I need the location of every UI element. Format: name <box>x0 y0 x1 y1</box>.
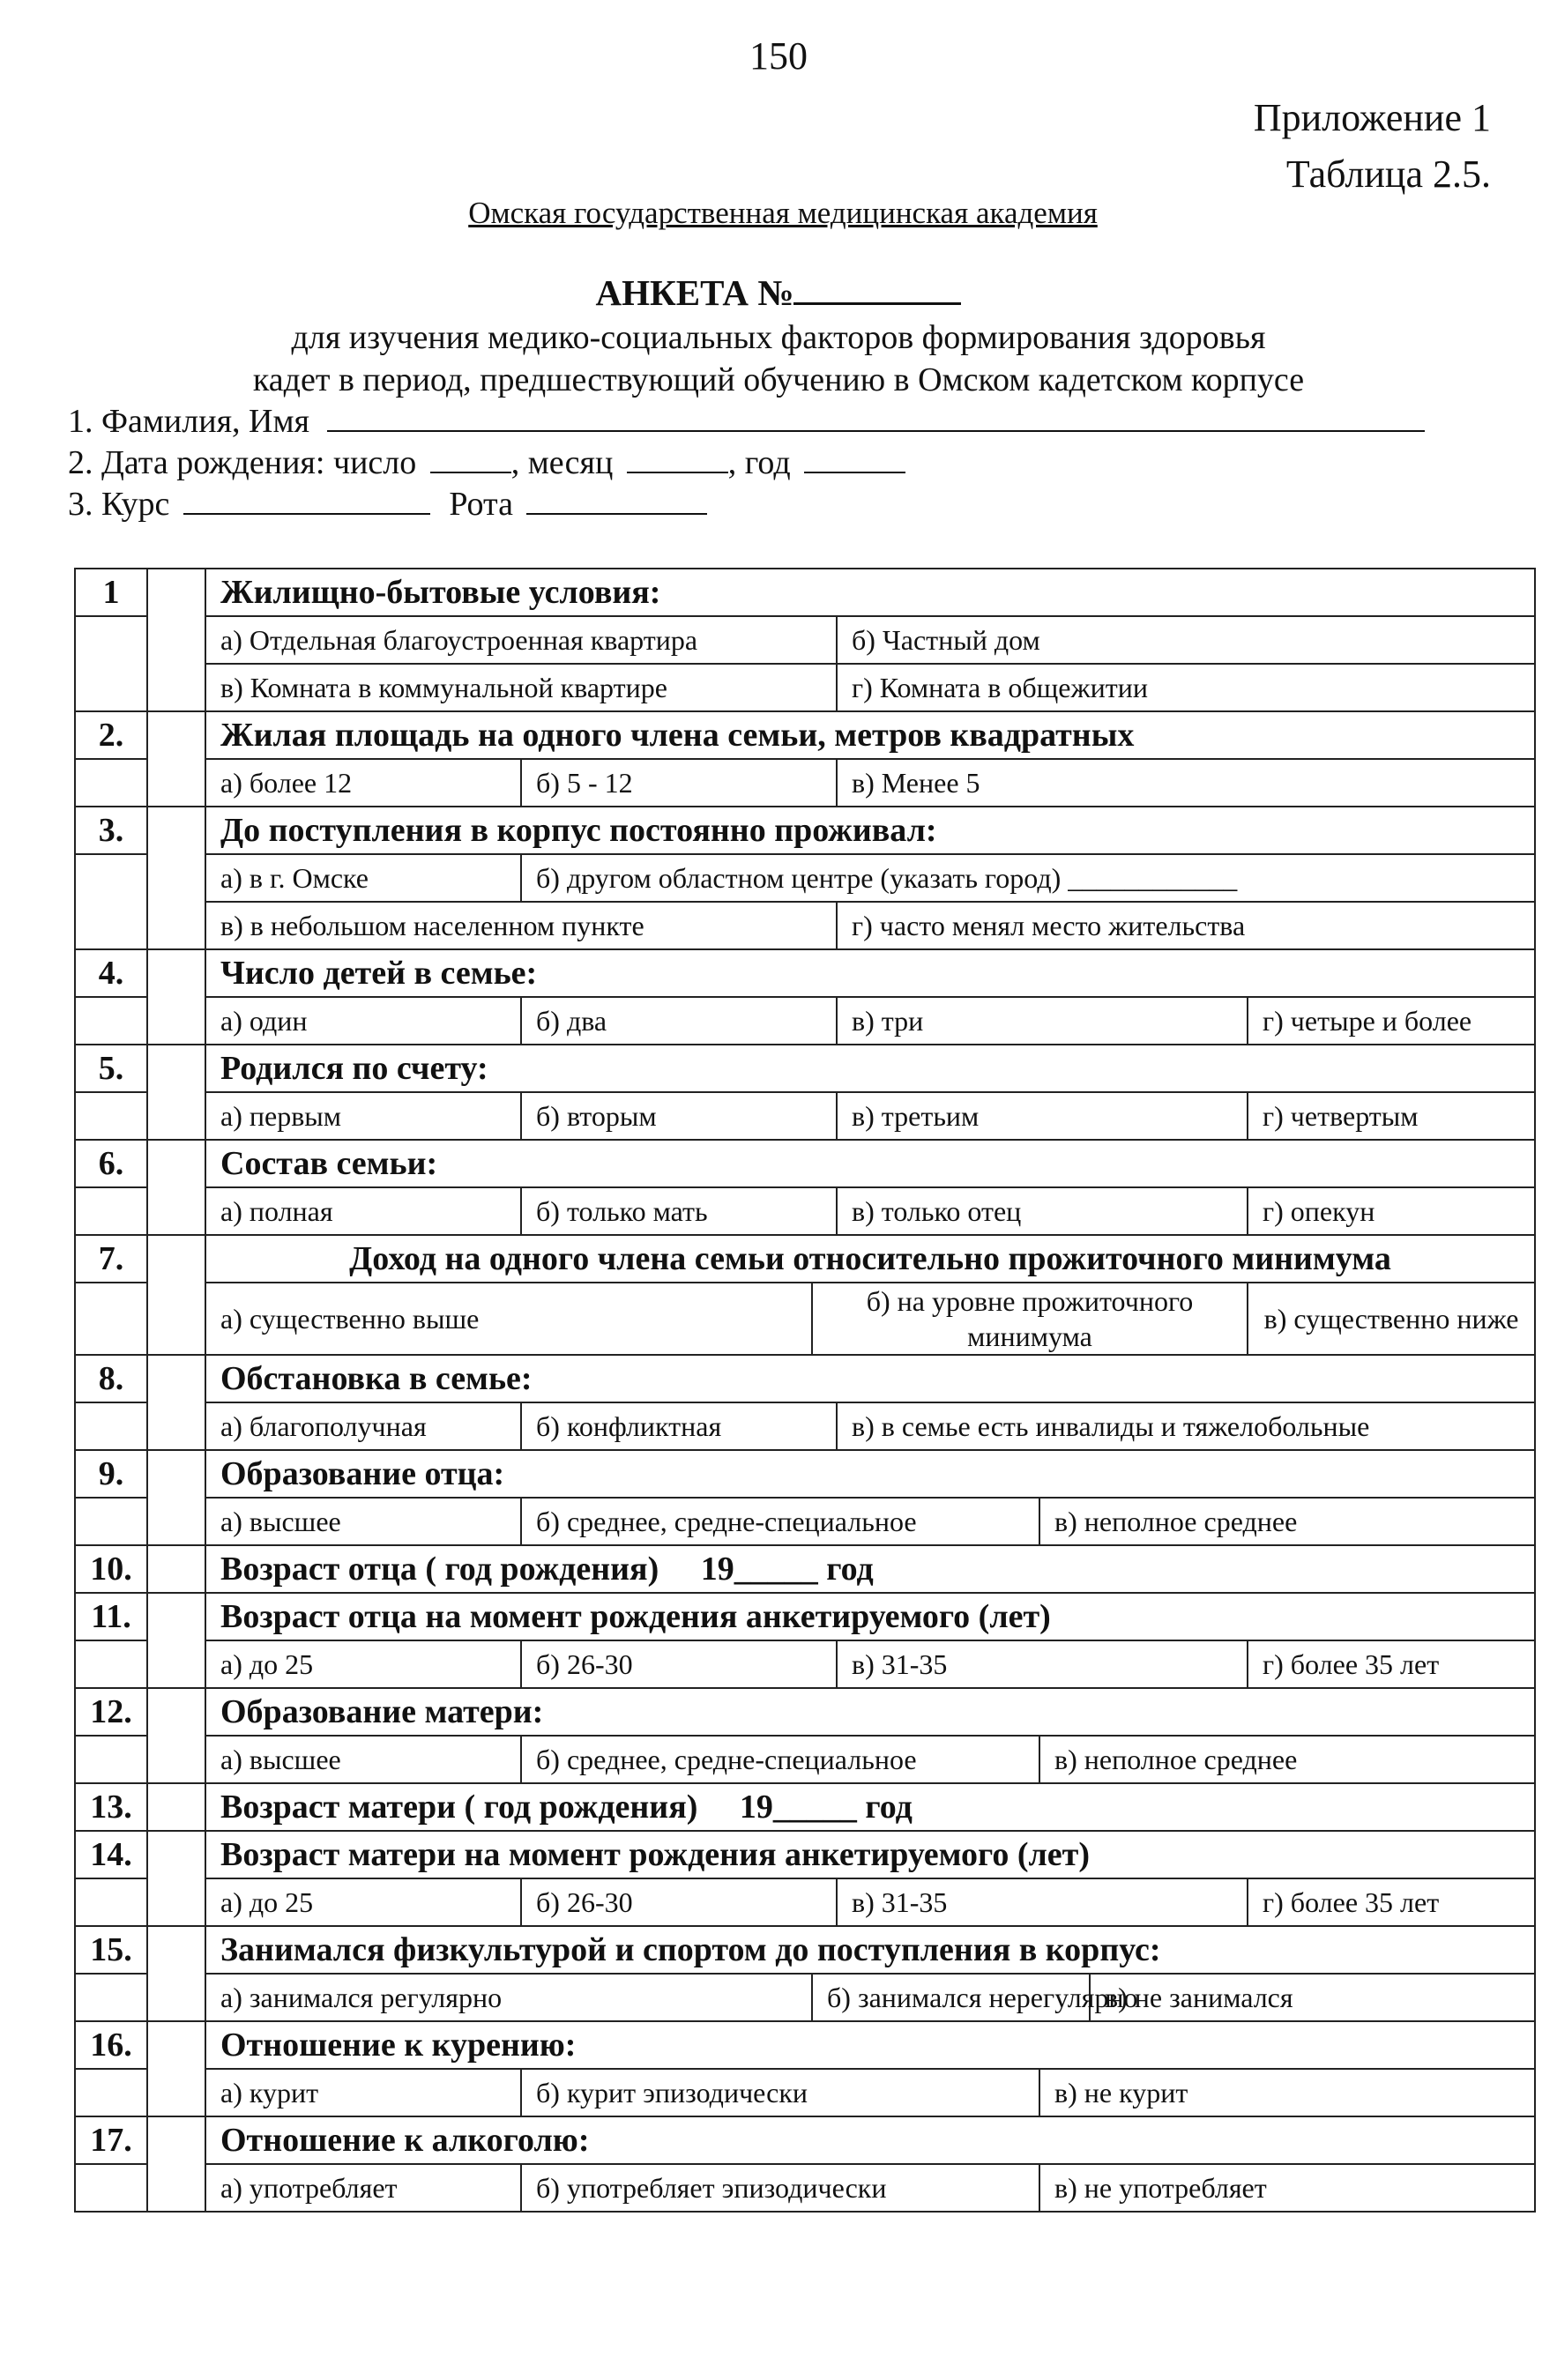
answer-option[interactable]: г) более 35 лет <box>1248 1878 1535 1926</box>
question-row <box>75 1045 1535 1092</box>
answer-option[interactable]: а) употребляет <box>205 2164 521 2212</box>
company-label: Рота <box>449 486 513 523</box>
question-row <box>75 807 1535 854</box>
answer-row <box>75 759 1535 807</box>
question-row <box>75 2116 1535 2164</box>
question-row <box>75 1831 1535 1878</box>
subtitle-line-1: для изучения медико-социальных факторов формирования здоровья <box>291 319 1266 356</box>
appendix-label: Приложение 1 <box>1253 96 1491 139</box>
question-title: Возраст матери на момент рождения анкетируемого (лет) <box>205 1831 1535 1878</box>
year-input-line[interactable] <box>804 445 905 473</box>
answer-row <box>75 1974 1535 2021</box>
answer-row <box>75 1878 1535 1926</box>
question-title: Число детей в семье: <box>205 949 1535 997</box>
question-number: 2. <box>75 711 147 759</box>
question-number: 15. <box>75 1926 147 1974</box>
answer-option[interactable]: а) курит <box>205 2069 521 2116</box>
answer-option[interactable]: г) четвертым <box>1248 1092 1535 1140</box>
answer-option[interactable]: б) среднее, средне-специальное <box>521 1498 1039 1545</box>
question-title: Занимался физкультурой и спортом до поступления в корпус: <box>205 1926 1535 1974</box>
answer-option[interactable]: а) более 12 <box>205 759 521 807</box>
question-row <box>75 569 1535 616</box>
question-title: Жилищно-бытовые условия: <box>205 569 1535 616</box>
answer-option[interactable]: в) не занимался <box>1090 1974 1535 2021</box>
answer-option[interactable]: б) 26-30 <box>521 1878 837 1926</box>
answer-option[interactable]: в) в небольшом населенном пункте <box>205 902 837 949</box>
answer-option[interactable]: б) на уровне прожиточного минимума <box>812 1283 1248 1355</box>
question-title: До поступления в корпус постоянно проживал: <box>205 807 1535 854</box>
answer-option[interactable]: в) не употребляет <box>1039 2164 1535 2212</box>
question-number: 5. <box>75 1045 147 1092</box>
question-title: Доход на одного члена семьи относительно прожиточного минимума <box>205 1235 1535 1283</box>
question-number: 16. <box>75 2021 147 2069</box>
question-title: Отношение к алкоголю: <box>205 2116 1535 2164</box>
question-title: Родился по счету: <box>205 1045 1535 1092</box>
answer-row <box>75 1736 1535 1783</box>
question-number: 6. <box>75 1140 147 1187</box>
question-title: Образование отца: <box>205 1450 1535 1498</box>
answer-option[interactable]: а) в г. Омске <box>205 854 521 902</box>
day-input-line[interactable] <box>430 445 511 473</box>
course-input-line[interactable] <box>183 487 430 515</box>
question-number: 12. <box>75 1688 147 1736</box>
answer-option[interactable]: б) только мать <box>521 1187 837 1235</box>
question-title: Жилая площадь на одного члена семьи, метров квадратных <box>205 711 1535 759</box>
answer-option[interactable]: а) до 25 <box>205 1878 521 1926</box>
course-label: 3. Курс <box>68 486 170 523</box>
question-row <box>75 711 1535 759</box>
question-number: 9. <box>75 1450 147 1498</box>
question-title: Образование матери: <box>205 1688 1535 1736</box>
question-number: 8. <box>75 1355 147 1402</box>
question-number: 7. <box>75 1235 147 1283</box>
question-row <box>75 1926 1535 1974</box>
table-label: Таблица 2.5. <box>1285 152 1491 196</box>
answer-row <box>75 1092 1535 1140</box>
answer-row <box>75 2069 1535 2116</box>
answer-option[interactable]: в) 31-35 <box>837 1640 1248 1688</box>
answer-option[interactable]: а) занимался регулярно <box>205 1974 812 2021</box>
answer-option[interactable]: а) первым <box>205 1092 521 1140</box>
question-title: Состав семьи: <box>205 1140 1535 1187</box>
question-title: Возраст отца на момент рождения анкетируемого (лет) <box>205 1593 1535 1640</box>
answer-option[interactable]: в) Менее 5 <box>837 759 1535 807</box>
year-label: , год <box>727 444 791 481</box>
answer-row <box>75 902 1535 949</box>
answer-option[interactable]: б) вторым <box>521 1092 837 1140</box>
question-number: 14. <box>75 1831 147 1878</box>
answer-option[interactable]: в) неполное среднее <box>1039 1736 1535 1783</box>
question-row <box>75 1355 1535 1402</box>
answer-row <box>75 997 1535 1045</box>
question-row <box>75 1450 1535 1498</box>
question-row <box>75 1545 1535 1593</box>
month-label: , месяц <box>510 444 614 481</box>
institution-name: Омская государственная медицинская академия <box>468 196 1098 230</box>
answer-row <box>75 1187 1535 1235</box>
answer-option[interactable]: г) часто менял место жительства <box>837 902 1535 949</box>
question-row <box>75 2021 1535 2069</box>
answer-option[interactable]: г) Комната в общежитии <box>837 664 1535 711</box>
answer-option[interactable]: в) 31-35 <box>837 1878 1248 1926</box>
answer-row <box>75 854 1535 902</box>
answer-option[interactable]: б) занимался нерегулярно <box>812 1974 1090 2021</box>
question-title: Возраст отца ( год рождения) 19_____ год <box>205 1545 1535 1593</box>
answer-option[interactable]: в) в семье есть инвалиды и тяжелобольные <box>837 1402 1535 1450</box>
question-row <box>75 1688 1535 1736</box>
question-number: 11. <box>75 1593 147 1640</box>
questionnaire-title <box>0 271 1557 314</box>
answer-row <box>75 1402 1535 1450</box>
questionnaire-number-blank[interactable] <box>793 272 961 305</box>
question-title: Обстановка в семье: <box>205 1355 1535 1402</box>
answer-option[interactable]: а) до 25 <box>205 1640 521 1688</box>
question-row <box>75 1783 1535 1831</box>
answer-option[interactable]: в) только отец <box>837 1187 1248 1235</box>
question-number: 4. <box>75 949 147 997</box>
answer-option[interactable]: а) Отдельная благоустроенная квартира <box>205 616 837 664</box>
question-number: 17. <box>75 2116 147 2164</box>
answer-option[interactable]: б) 5 - 12 <box>521 759 837 807</box>
page-number: 150 <box>749 34 808 78</box>
month-input-line[interactable] <box>627 445 728 473</box>
question-number: 3. <box>75 807 147 854</box>
name-label: 1. Фамилия, Имя <box>68 403 310 440</box>
answer-option[interactable]: в) существенно ниже <box>1248 1283 1535 1355</box>
title-text: АНКЕТА № <box>595 272 794 313</box>
dob-label: 2. Дата рождения: число <box>68 444 417 481</box>
answer-row <box>75 616 1535 664</box>
answer-option[interactable]: б) употребляет эпизодически <box>521 2164 1039 2212</box>
answer-option[interactable]: а) высшее <box>205 1736 521 1783</box>
question-row <box>75 1235 1535 1283</box>
question-number: 10. <box>75 1545 147 1593</box>
answer-option[interactable]: б) 26-30 <box>521 1640 837 1688</box>
answer-option[interactable]: а) один <box>205 997 521 1045</box>
question-title: Возраст матери ( год рождения) 19_____ год <box>205 1783 1535 1831</box>
answer-option[interactable]: б) среднее, средне-специальное <box>521 1736 1039 1783</box>
answer-option[interactable]: а) полная <box>205 1187 521 1235</box>
answer-option[interactable]: в) три <box>837 997 1248 1045</box>
answer-row <box>75 664 1535 711</box>
answer-option[interactable]: в) не курит <box>1039 2069 1535 2116</box>
question-row <box>75 949 1535 997</box>
answer-option[interactable]: а) высшее <box>205 1498 521 1545</box>
answer-option[interactable]: г) более 35 лет <box>1248 1640 1535 1688</box>
answer-option[interactable]: а) существенно выше <box>205 1283 812 1355</box>
question-number: 1 <box>75 569 147 616</box>
name-input-line[interactable] <box>327 404 1425 432</box>
answer-option[interactable]: г) четыре и более <box>1248 997 1535 1045</box>
answer-row <box>75 1283 1535 1355</box>
course-field-row <box>68 485 707 524</box>
answer-option[interactable]: б) конфликтная <box>521 1402 837 1450</box>
questionnaire-table <box>74 568 1536 2213</box>
answer-option[interactable]: б) курит эпизодически <box>521 2069 1039 2116</box>
answer-row <box>75 2164 1535 2212</box>
answer-option[interactable]: б) Частный дом <box>837 616 1535 664</box>
answer-option[interactable]: в) третьим <box>837 1092 1248 1140</box>
subtitle-line-2: кадет в период, предшествующий обучению в Омском кадетском корпусе <box>252 361 1305 398</box>
answer-option[interactable]: г) опекун <box>1248 1187 1535 1235</box>
answer-option[interactable]: в) неполное среднее <box>1039 1498 1535 1545</box>
name-field-row <box>68 402 1425 441</box>
question-title: Отношение к курению: <box>205 2021 1535 2069</box>
question-row <box>75 1140 1535 1187</box>
dob-field-row <box>68 443 905 482</box>
company-input-line[interactable] <box>526 487 707 515</box>
answer-row <box>75 1498 1535 1545</box>
question-row <box>75 1593 1535 1640</box>
question-number: 13. <box>75 1783 147 1831</box>
answer-option[interactable]: б) два <box>521 997 837 1045</box>
answer-option[interactable]: б) другом областном центре (указать город) ____________ <box>521 854 1535 902</box>
answer-row <box>75 1640 1535 1688</box>
answer-option[interactable]: в) Комната в коммунальной квартире <box>205 664 837 711</box>
answer-option[interactable]: а) благополучная <box>205 1402 521 1450</box>
